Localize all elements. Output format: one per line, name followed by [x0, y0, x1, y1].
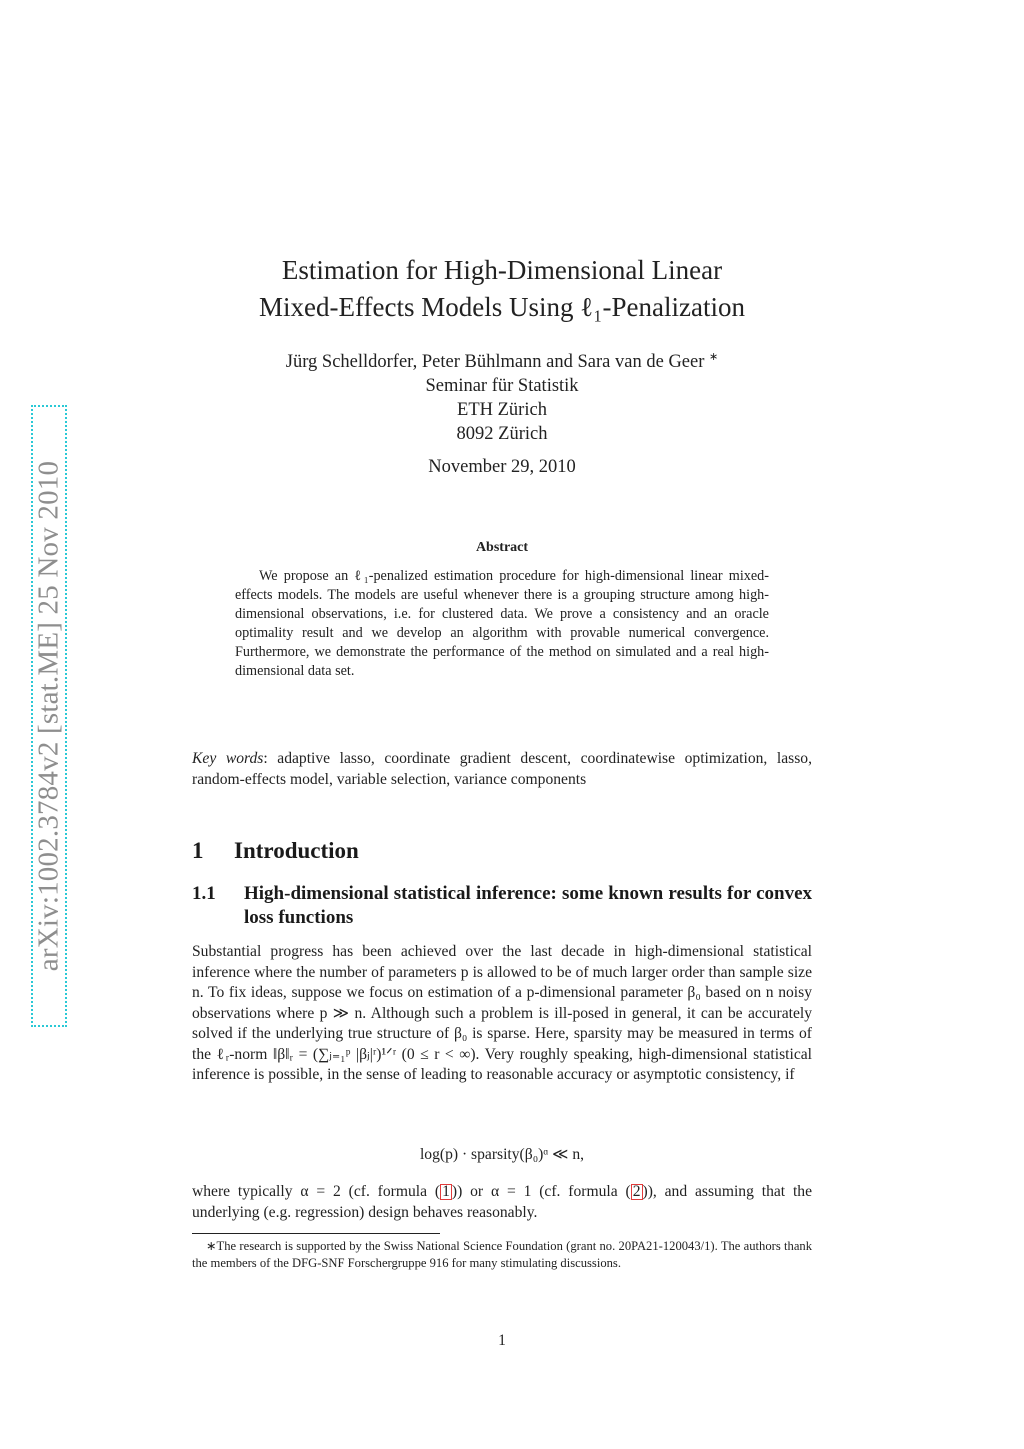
formula-ref-1-link[interactable]: 1 — [442, 1183, 450, 1200]
arxiv-id: arXiv:1002.3784v2 [stat.ME] 25 Nov 2010 — [32, 460, 65, 972]
paper-title — [190, 252, 814, 326]
abstract-text: We propose an ℓ₁-penalized estimation procedure for high-dimensional linear mixed-effects models. The models are useful whenever there is a grouping structure among high-dimensional observations, i.e. for clustered data. We prove a consistency and an oracle optimality result and we develop an algorithm with provable numerical convergence. Furthermore, we demonstrate the performance of the method on simulated and a real high-dimensional data set. — [235, 568, 769, 679]
display-formula: log(p) · sparsity(β₀)ᵅ ≪ n, — [419, 1146, 585, 1163]
authors-line — [190, 345, 814, 374]
publication-date: November 29, 2010 — [428, 457, 576, 477]
author-block — [190, 345, 814, 446]
intro-paragraph-1: Substantial progress has been achieved over the last decade in high-dimensional statistical inference where the number of parameters p is allowed to be of much larger order than sample size n. To fix ideas, suppose we focus on estimation of a p-dimensional parameter β₀ based on n noisy observations where p ≫ n. Although such a problem is ill-posed in general, it can be accurately solved if the underlying true structure of β₀ is sparse. Here, sparsity may be measured in terms of the ℓᵣ-norm ‖β‖ᵣ = (∑ⱼ₌₁ᵖ |βⱼ|ʳ)¹ᐟʳ (0 ≤ r < ∞). Very roughly speaking, high-dimensional statistical inference is possible, in the sense of leading to reasonable accuracy or asymptotic consistency, if — [192, 943, 812, 1083]
intro-paragraph-2 — [192, 1182, 812, 1223]
authors: Jürg Schelldorfer, Peter Bühlmann and Sara van de Geer — [285, 352, 705, 373]
subsection-title: High-dimensional statistical inference: some known results for convex loss functions — [244, 883, 812, 928]
paragraph2-part2: )) or α = 1 (cf. formula ( — [451, 1183, 631, 1200]
section-heading — [192, 838, 359, 864]
subsection-number: 1.1 — [192, 883, 216, 904]
page-number: 1 — [498, 1332, 506, 1349]
subsection-heading — [192, 882, 812, 930]
section-number: 1 — [192, 838, 204, 863]
paragraph2-part3: )), and assuming that the underlying (e.g. regression) design behaves reasonably. — [192, 1183, 813, 1221]
affiliation-3: 8092 Zürich — [456, 424, 548, 445]
author-footnote-mark[interactable]: ∗ — [709, 351, 719, 363]
abstract-heading: Abstract — [475, 540, 529, 555]
section-title: Introduction — [234, 838, 359, 863]
title-line-1: Estimation for High-Dimensional Linear — [281, 255, 723, 285]
formula-ref-2-link[interactable]: 2 — [632, 1183, 641, 1200]
title-line-2: Mixed-Effects Models Using ℓ₁-Penalization — [259, 292, 745, 322]
arxiv-stamp[interactable] — [31, 405, 67, 1027]
keywords — [192, 748, 812, 790]
keywords-label: Key words — [192, 750, 264, 767]
footnote-divider — [192, 1233, 440, 1234]
affiliation-1: Seminar für Statistik — [425, 376, 579, 397]
paragraph2-part1: where typically α = 2 (cf. formula ( — [192, 1183, 441, 1200]
keywords-list: : adaptive lasso, coordinate gradient descent, coordinatewise optimization, lasso, random-effects model, variable selection, variance components — [192, 750, 812, 788]
footnote: ∗The research is supported by the Swiss National Science Foundation (grant no. 20PA21-120043/1). The authors thank the members of the DFG-SNF Forschergruppe 916 for many stimulating discussions. — [192, 1239, 812, 1270]
affiliation-2: ETH Zürich — [457, 400, 547, 421]
